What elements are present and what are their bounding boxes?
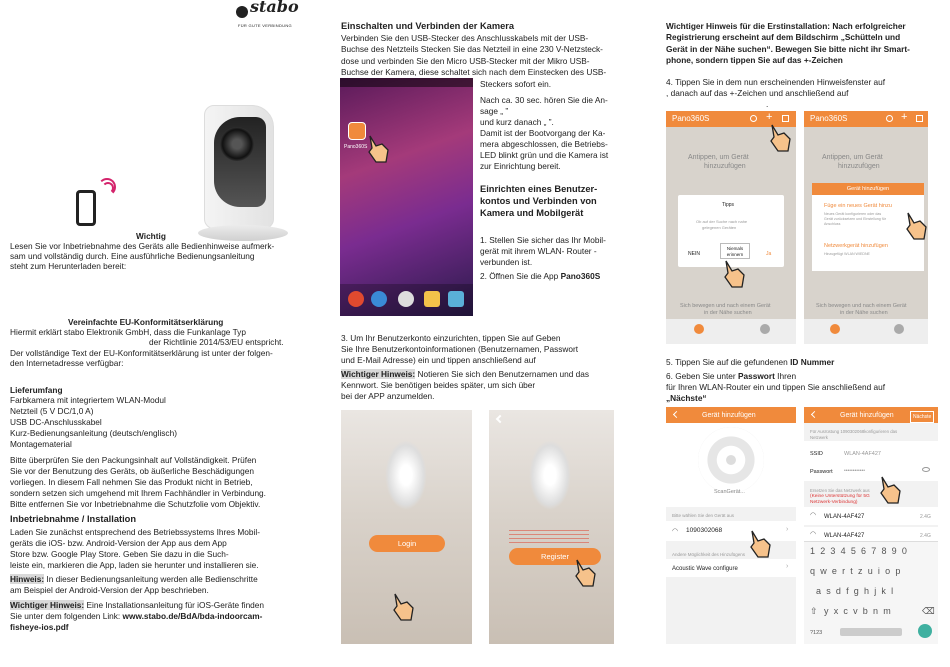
step5-bold: ID Nummer	[790, 357, 835, 367]
boot-line: zur Einrichtung bereit.	[480, 161, 561, 171]
connect-title: Einschalten und Verbinden der Kamera	[341, 21, 515, 31]
warn-label: Wichtiger Hinweis:	[10, 600, 85, 610]
step5-line	[666, 357, 834, 367]
boot-line: LED blinkt grün und die Kamera ist	[480, 150, 609, 160]
account-title: kontos und Verbinden von	[480, 196, 597, 206]
app-icon-label: Pano360S	[344, 144, 368, 150]
step2-line	[480, 271, 600, 281]
other-label: Andere Möglichkeit des Hinzufügens	[672, 552, 746, 557]
step6-line	[666, 371, 796, 381]
smartphone-wifi-icon	[76, 178, 126, 230]
wifi-icon: ◠	[810, 512, 817, 519]
important-line-3: steht zum Herunterladen bereit:	[10, 261, 127, 271]
boot-line: sage „ ”	[480, 106, 509, 116]
back-arrow-icon[interactable]	[496, 415, 504, 423]
add-device-screenshot	[804, 111, 928, 344]
important-line-1: Lesen Sie vor Inbetriebnahme des Geräts alle Bedienhinweise aufmerk-	[10, 241, 275, 251]
add-option-sub: Anschluss	[824, 222, 841, 226]
wifi-password-screenshot	[804, 407, 938, 644]
check-line: Bitte überprüfen Sie den Packungsinhalt auf Vollständigkeit. Prüfen	[10, 455, 257, 465]
network-hint: Ersetzen Sie das Netzwerk aus	[810, 488, 870, 493]
menu-icon[interactable]	[916, 115, 923, 122]
check-line: Bitte entfernen Sie vor Inbetriebnahme die Schutzfolie vom Objektiv.	[10, 499, 261, 509]
connect-line: Buchse der Kamera, diese schaltet sich nach dem Einstecken des USB-	[341, 67, 607, 77]
mail-icon	[424, 291, 440, 307]
step3-line: 3. Um Ihr Benutzerkonto einzurichten, tippen Sie auf Geben	[341, 333, 561, 343]
plus-icon[interactable]: +	[766, 111, 773, 123]
pointing-hand-icon	[904, 211, 928, 241]
connect-line: Buchse des Netzteils Stecken Sie das Netzteil in eine 230 V-Netzsteck-	[341, 44, 603, 54]
device-row[interactable]	[666, 521, 796, 541]
device-id: 1090302068	[686, 527, 723, 534]
add-network-device-option[interactable]: Netzwerkgerät hinzufügen	[824, 243, 888, 249]
conformity-line-3: Der vollständige Text der EU-Konformitätserklärung ist unter der folgen-	[10, 348, 273, 358]
bottom-hint: in der Nähe suchen	[704, 310, 752, 316]
wifi-hint: Netzwerk	[810, 435, 828, 440]
plus-icon[interactable]: +	[901, 111, 908, 123]
network-name: WLAN-4AF427	[824, 533, 865, 539]
profile-tab-icon[interactable]	[760, 324, 770, 334]
bottom-hint: in der Nähe suchen	[840, 310, 888, 316]
pointing-hand-icon	[748, 529, 774, 559]
col2-warn-line-1	[341, 369, 589, 379]
col2-warn-line-2: Kennwort. Sie benötigen beides später, um sich über	[341, 380, 536, 390]
apps-grid-icon	[398, 291, 414, 307]
login-screenshot	[341, 410, 472, 644]
first-install-line: Wichtiger Hinweis für die Erstinstallation: Nach erfolgreicher	[666, 21, 906, 31]
keyboard[interactable]	[804, 541, 938, 644]
ssid-input[interactable]: WLAN-4AF427	[844, 451, 881, 457]
refresh-icon[interactable]	[750, 115, 757, 122]
camera-illustration	[198, 97, 296, 243]
backspace-key-icon[interactable]: ⌫	[922, 606, 935, 616]
dialog-title: Tipps	[722, 202, 735, 208]
keyboard-row-3[interactable]: yxcvbnm	[824, 606, 896, 616]
boot-line: Nach ca. 30 sec. hören Sie die An-	[480, 95, 608, 105]
ssid-label: SSID	[810, 451, 823, 457]
pointing-hand-icon	[391, 592, 417, 622]
never-line: erinnern	[726, 252, 744, 257]
stabo-logo	[236, 0, 306, 32]
install-line: Store bzw. Google Play Store. Geben Sie dazu in die Such-	[10, 549, 229, 559]
password-label: Passwort	[810, 469, 833, 475]
add-device-title: Gerät hinzufügen	[812, 183, 924, 195]
step5-text: 5. Tippen Sie auf die gefundenen	[666, 357, 791, 367]
add-device-title: Gerät hinzufügen	[840, 412, 894, 419]
wifi-icon: ◠	[672, 528, 679, 535]
pano-title: Pano360S	[810, 114, 848, 123]
boot-line: und kurz danach „ ”.	[480, 117, 554, 127]
symbols-key[interactable]: ?123	[810, 630, 823, 636]
step4-line: , danach auf das +-Zeichen und anschließend auf	[666, 88, 849, 98]
hint-line-1	[10, 574, 258, 584]
add-device-title: Gerät hinzufügen	[702, 412, 756, 419]
stabo-logo-mark-icon	[236, 6, 248, 18]
space-key[interactable]	[840, 628, 902, 636]
chandelier-icon	[529, 440, 571, 510]
conformity-line-4: den Internetadresse verfügbar:	[10, 358, 124, 368]
first-install-line: Registrierung erscheint auf dem Bildschirm „Schütteln und	[666, 32, 901, 42]
profile-tab-icon[interactable]	[894, 324, 904, 334]
install-line: geräts die iOS- bzw. Android-Version der App aus dem App	[10, 538, 227, 548]
step2-text: 2. Öffnen Sie die App	[480, 271, 561, 281]
logo-text: stabo	[250, 0, 299, 16]
phone-call-icon	[371, 291, 387, 307]
important-title: Wichtig	[136, 231, 166, 241]
google-plus-icon	[348, 291, 364, 307]
scope-item: USB DC-Anschlusskabel	[10, 417, 102, 427]
install-title: Inbetriebnahme / Installation	[10, 514, 137, 524]
hint-line-2: am Beispiel der Android-Version der App beschrieben.	[10, 585, 209, 595]
pointing-hand-icon	[573, 558, 599, 588]
bottom-hint: Sich bewegen und nach einem Gerät	[680, 303, 771, 309]
conformity-line-1: Hiermit erklärt stabo Elektronik GmbH, dass die Funkanlage Typ	[10, 327, 246, 337]
warn-line-1	[10, 600, 264, 610]
keyboard-row-1[interactable]: qwertzuiop	[810, 566, 906, 576]
shake-line: Antippen, um Gerät	[688, 154, 749, 161]
network-signal: 2.4G	[920, 533, 931, 539]
network-name: WLAN-4AF427	[824, 514, 865, 520]
scope-item: Kurz-Bedienungsanleitung (deutsch/englisch)	[10, 428, 177, 438]
chevron-right-icon: ›	[786, 563, 789, 570]
boot-line: Damit ist der Bootvorgang der Ka-	[480, 128, 606, 138]
shake-line: hinzuzufügen	[704, 163, 746, 170]
pointing-hand-icon	[768, 123, 794, 153]
dialog-body: Ob auf der Suche nach nahe	[696, 219, 748, 224]
network-warning: Netzwerk-Verbindung)	[810, 500, 858, 505]
hint-label: Hinweis:	[10, 574, 45, 584]
scope-item: Netzteil (5 V DC/1,0 A)	[10, 406, 94, 416]
check-line: sondern setzen sich umgehend mit Ihrem Fachhändler in Verbindung.	[10, 488, 266, 498]
account-title: Einrichten eines Benutzer-	[480, 184, 598, 194]
pointing-hand-icon	[722, 259, 748, 289]
boot-line: Steckers sofort ein.	[480, 79, 552, 89]
warn-text-2: Sie unter dem folgenden Link:	[10, 611, 123, 621]
pointing-hand-icon	[878, 475, 904, 505]
dialog-no-button[interactable]: NEIN	[688, 251, 700, 257]
important-line-2: sam und vollständig durch. Eine ausführliche Bedienungsanleitung	[10, 251, 255, 261]
add-new-device-option[interactable]: Füge ein neues Gerät hinzu	[824, 203, 892, 209]
register-button[interactable]: Register	[509, 548, 601, 565]
pano360s-app-icon[interactable]	[348, 122, 366, 140]
ios-link-end[interactable]: fisheye-ios.pdf	[10, 622, 69, 632]
warn-text: Eine Installationsanleitung für iOS-Geräte finden	[84, 600, 265, 610]
camera-tab-icon[interactable]	[694, 324, 704, 334]
step2-app: Pano360S	[560, 271, 601, 281]
first-install-line: Gerät in der Nähe suchen“. Bewegen Sie bitte nicht ihr Smart-	[666, 44, 910, 54]
network-row[interactable]	[804, 507, 938, 525]
chandelier-icon	[385, 440, 427, 510]
warn-line-2	[10, 611, 262, 621]
step1-line: gerät mit ihrem WLAN- Router -	[480, 246, 597, 256]
check-line: vorliegen. In diesem Fall nehmen Sie das Produkt nicht in Betrieb,	[10, 477, 253, 487]
account-title: Kamera und Mobilgerät	[480, 208, 584, 218]
chevron-right-icon: ›	[786, 526, 789, 533]
scan-label: ScanGerät...	[714, 489, 745, 495]
dialog-yes-button[interactable]: Ja	[766, 251, 772, 257]
dialog-never-button[interactable]	[720, 243, 750, 259]
acoustic-label: Acoustic Wave configure	[672, 566, 738, 572]
dialog-body: gelegenen Geräten	[702, 225, 737, 230]
radar-icon	[698, 427, 764, 493]
step3-line: und E-Mail Adresse) ein und tippen anschließend auf	[341, 355, 536, 365]
step4-dot: .	[766, 99, 769, 109]
step3-line: Sie Ihre Benutzerkontoinformationen (Benutzernamen, Passwort	[341, 344, 579, 354]
step6-line-3: „Nächste“	[666, 393, 707, 403]
step6-text-b: Ihren	[774, 371, 797, 381]
enter-key-icon[interactable]	[918, 624, 932, 638]
scope-item: Farbkamera mit integriertem WLAN-Modul	[10, 395, 166, 405]
register-screenshot	[489, 410, 614, 644]
register-form-error	[509, 530, 589, 544]
tips-dialog-screenshot	[666, 111, 796, 344]
next-button[interactable]: Nächste	[910, 411, 934, 423]
keyboard-row-numbers[interactable]: 1234567890	[810, 546, 913, 556]
camera-lens-icon	[220, 127, 254, 161]
pointing-hand-icon	[366, 134, 392, 164]
ios-link[interactable]: www.stabo.de/BdA/bda-indoorcam-	[122, 611, 263, 621]
conformity-title: Vereinfachte EU-Konformitätserklärung	[68, 317, 224, 327]
found-hint: Bitte wählen Sie den Gerät aus	[672, 513, 735, 518]
conformity-line-2: der Richtlinie 2014/53/EU entspricht.	[149, 337, 284, 347]
login-button[interactable]: Login	[369, 535, 445, 552]
check-line: Sie vor der Benutzung des Geräts, ob äußerliche Beschädigungen	[10, 466, 254, 476]
menu-icon[interactable]	[782, 115, 789, 122]
add-option-sub: Neues Gerät konfigurieren oder das	[824, 212, 882, 216]
first-install-line: phone, sondern tippen Sie auf das +-Zeichen	[666, 55, 843, 65]
refresh-icon[interactable]	[886, 115, 893, 122]
eye-icon[interactable]	[922, 467, 930, 472]
shake-line: hinzuzufügen	[838, 163, 880, 170]
shake-line: Antippen, um Gerät	[822, 154, 883, 161]
col2-warn-text: Notieren Sie sich den Benutzernamen und das	[415, 369, 590, 379]
install-line: Laden Sie zunächst entsprechend des Betriebssystems Ihres Mobil-	[10, 527, 260, 537]
add-option-sub: Gerät zurücksetzen und Einstellung für	[824, 217, 886, 221]
step1-line: verbunden ist.	[480, 257, 533, 267]
scope-title: Lieferumfang	[10, 385, 63, 395]
network-signal: 2.4G	[920, 514, 931, 520]
hint-text: In dieser Bedienungsanleitung werden alle Bedienschritte	[44, 574, 258, 584]
install-line: leiste ein, markieren die App, laden sie herunter und installieren sie.	[10, 560, 259, 570]
keyboard-row-2[interactable]: asdfghjkl	[816, 586, 899, 596]
connect-line: dose und verbinden Sie den Micro USB-Stecker mit der Mikro USB-	[341, 56, 590, 66]
shift-key-icon[interactable]: ⇧	[810, 606, 818, 616]
col2-warn-line-3: bei der APP anzumelden.	[341, 391, 435, 401]
password-input[interactable]: ••••••••••••	[844, 468, 866, 474]
boot-line: mera abgeschlossen, die Betriebs-	[480, 139, 608, 149]
wifi-hint: Für Ausrüstung 1090302068konfigurieren das	[810, 429, 898, 434]
wifi-icon: ◠	[810, 531, 817, 538]
never-line: Niemals	[726, 246, 744, 251]
step1-line: 1. Stellen Sie sicher das Ihr Mobil-	[480, 235, 606, 245]
network-warning: (Keine Unterstützung für 5G	[810, 494, 870, 499]
logo-tagline: FÜR GUTE VERBINDUNG	[238, 23, 292, 28]
gallery-icon	[448, 291, 464, 307]
scan-device-screenshot	[666, 407, 796, 644]
add-option-sub: Hinzugefügt WLAN WIEDNE	[824, 252, 870, 256]
android-home-screenshot	[340, 78, 473, 316]
pano-title: Pano360S	[672, 114, 710, 123]
step6-bold: Passwort	[737, 371, 775, 381]
step4-line: 4. Tippen Sie in dem nun erscheinenden Hinweisfenster auf	[666, 77, 886, 87]
tips-dialog	[678, 195, 784, 267]
col2-warn-label: Wichtiger Hinweis:	[341, 369, 416, 379]
connect-line: Verbinden Sie den USB-Stecker des Anschlusskabels mit der USB-	[341, 33, 589, 43]
step6-line-2: für Ihren WLAN-Router ein und tippen Sie anschließend auf	[666, 382, 886, 392]
camera-tab-icon[interactable]	[830, 324, 840, 334]
scope-item: Montagematerial	[10, 439, 72, 449]
acoustic-row[interactable]	[666, 559, 796, 577]
step6-text: 6. Geben Sie unter	[666, 371, 738, 381]
bottom-hint: Sich bewegen und nach einem Gerät	[816, 303, 907, 309]
